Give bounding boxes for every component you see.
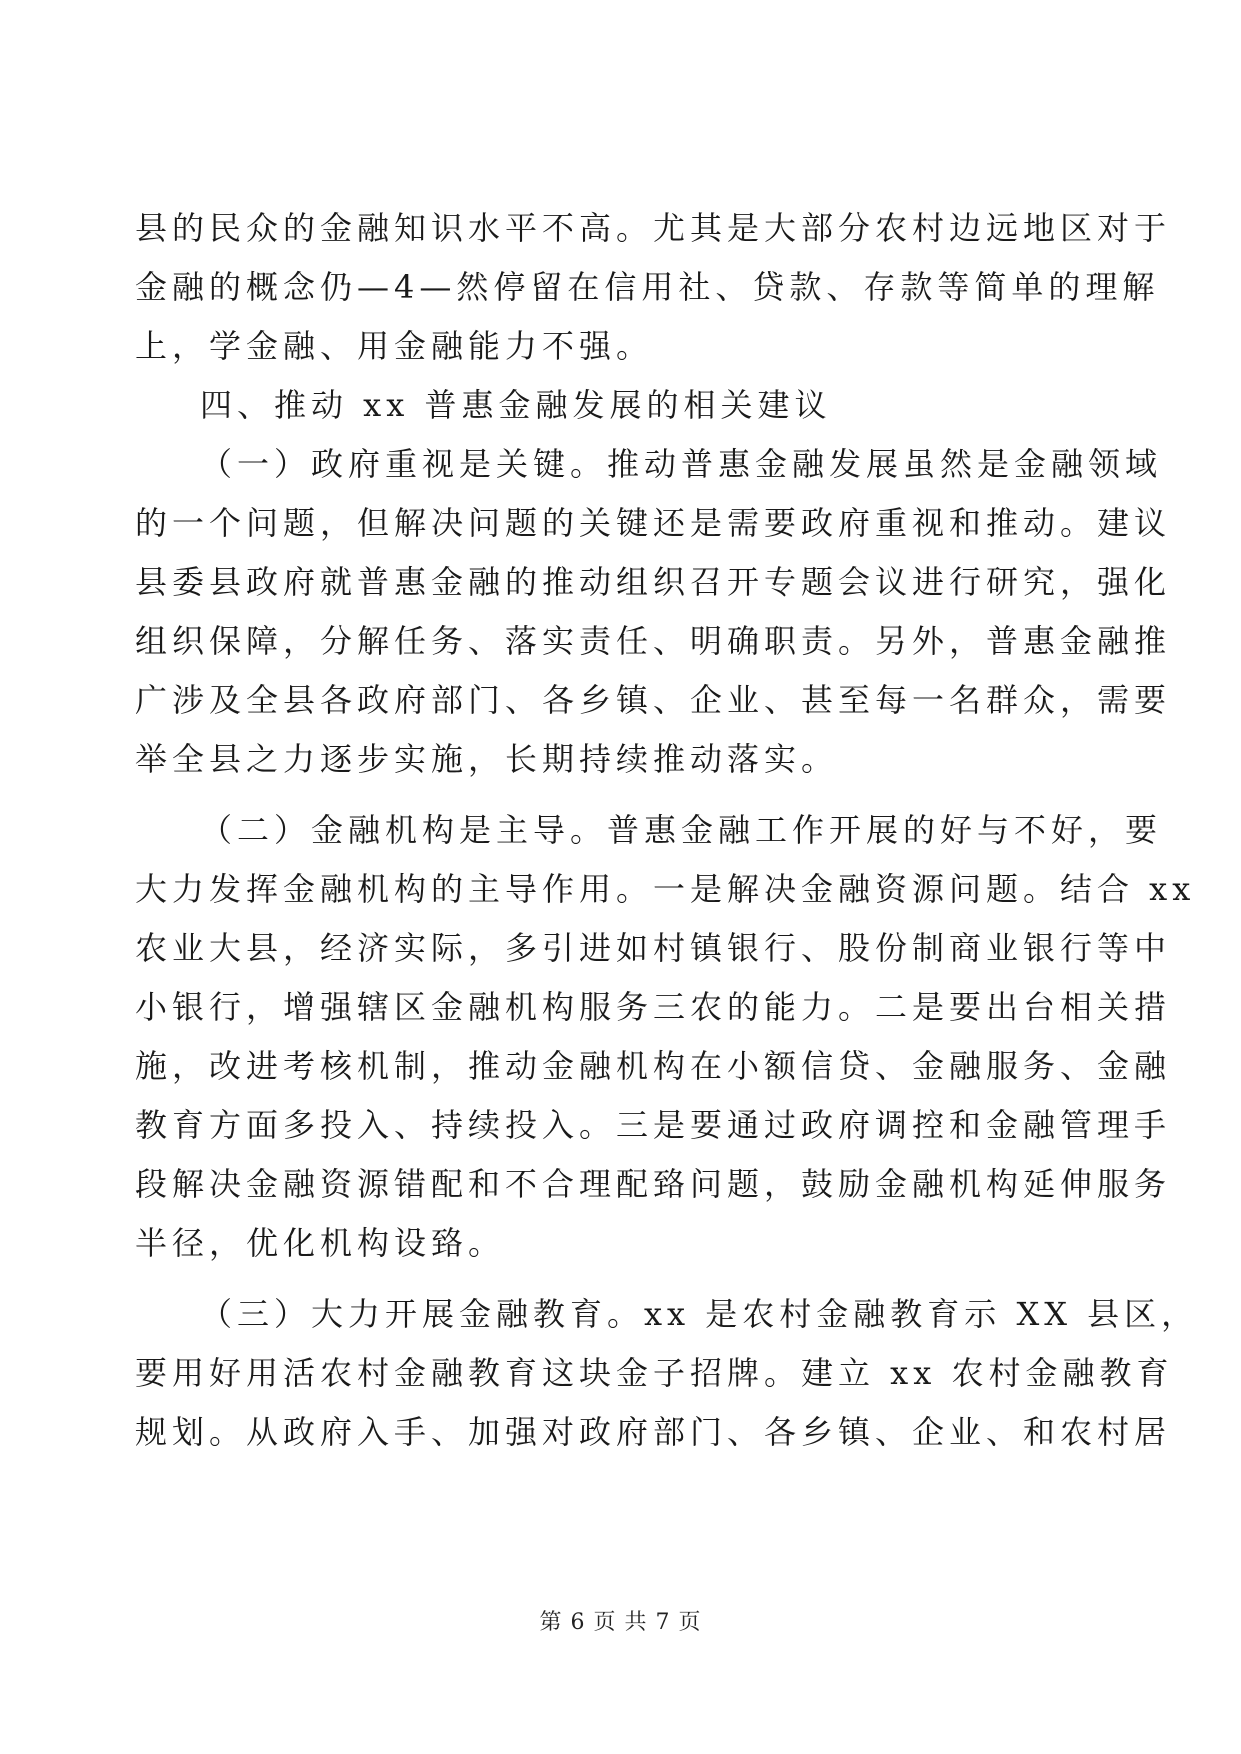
text-line: 教育方面多投入、持续投入。三是要通过政府调控和金融管理手 (135, 1106, 1172, 1144)
text-line: 大力发挥金融机构的主导作用。一是解决金融资源问题。结合 xx (135, 870, 1196, 908)
text-line: 组织保障，分解任务、落实责任、明确职责。另外，普惠金融推 (135, 622, 1172, 660)
text-line: 县的民众的金融知识水平不高。尤其是大部分农村边远地区对于 (135, 209, 1172, 247)
text-line: 小银行，增强辖区金融机构服务三农的能力。二是要出台相关措 (135, 988, 1172, 1026)
text-line: 施，改进考核机制，推动金融机构在小额信贷、金融服务、金融 (135, 1047, 1172, 1085)
text-line: 半径，优化机构设臵。 (135, 1224, 506, 1262)
text-line: 广涉及全县各政府部门、各乡镇、企业、甚至每一名群众，需要 (135, 681, 1172, 719)
text-line: 上，学金融、用金融能力不强。 (135, 327, 654, 365)
text-line: 要用好用活农村金融教育这块金子招牌。建立 xx 农村金融教育 (135, 1354, 1174, 1392)
text-line: 举全县之力逐步实施，长期持续推动落实。 (135, 740, 839, 778)
text-line: （二）金融机构是主导。普惠金融工作开展的好与不好，要 (200, 811, 1163, 849)
text-line: 农业大县，经济实际，多引进如村镇银行、股份制商业银行等中 (135, 929, 1172, 967)
text-line: 县委县政府就普惠金融的推动组织召开专题会议进行研究，强化 (135, 563, 1172, 601)
section-heading: 四、推动 xx 普惠金融发展的相关建议 (200, 386, 832, 424)
text-line: （一）政府重视是关键。推动普惠金融发展虽然是金融领域 (200, 445, 1163, 483)
text-line: （三）大力开展金融教育。xx 是农村金融教育示 XX 县区， (200, 1295, 1199, 1333)
page-footer: 第 6 页 共 7 页 (539, 1610, 702, 1635)
text-line: 的一个问题，但解决问题的关键还是需要政府重视和推动。建议 (135, 504, 1172, 542)
text-line: 段解决金融资源错配和不合理配臵问题，鼓励金融机构延伸服务 (135, 1165, 1172, 1203)
text-line: 规划。从政府入手、加强对政府部门、各乡镇、企业、和农村居 (135, 1413, 1172, 1451)
text-line: 金融的概念仍—4—然停留在信用社、贷款、存款等简单的理解 (135, 268, 1160, 306)
